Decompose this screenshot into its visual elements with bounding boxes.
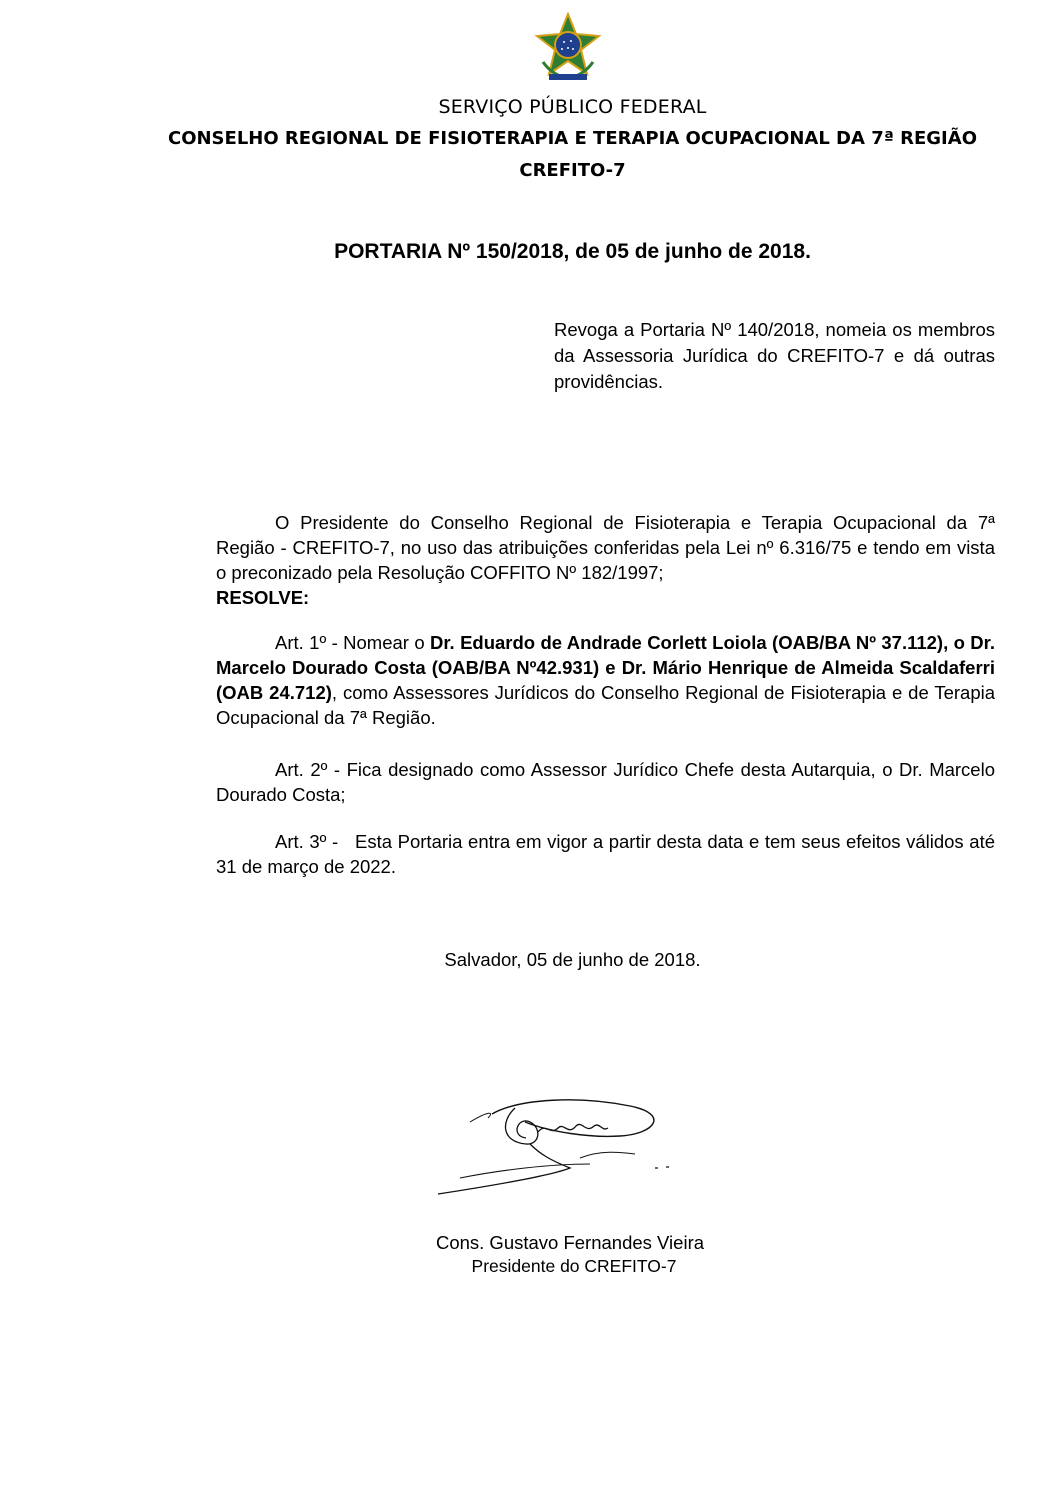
place-and-date: Salvador, 05 de junho de 2018. [444,949,701,970]
preamble-text: O Presidente do Conselho Regional de Fisioterapia e Terapia Ocupacional da 7ª Região - CREFITO-7, no uso das atribuições conferidas pela Lei nº 6.316/75 e tendo em vista o preconizado pela Resolução COFFITO Nº 182/1997; [216,512,995,583]
signer-role: Presidente do CREFITO-7 [471,1256,677,1276]
brazil-coat-of-arms-icon [533,12,603,84]
article-2-text: Art. 2º - Fica designado como Assessor Jurídico Chefe desta Autarquia, o Dr. Marcelo Dourado Costa; [216,759,995,805]
signer-name: Cons. Gustavo Fernandes Vieira [435,1232,705,1253]
resolve-heading: RESOLVE: [216,587,310,608]
article-3 [216,829,1001,879]
article-2 [216,757,995,807]
handwritten-signature [430,1092,680,1202]
document-title: PORTARIA Nº 150/2018, de 05 de junho de 2018. [334,240,811,263]
preamble-paragraph [216,510,995,610]
article-1-names: Dr. Eduardo de Andrade Corlett Loiola (OAB/BA Nº 37.112), o Dr. Marcelo Dourado Costa (OAB/BA Nº42.931) e Dr. Mário Henrique de Almeida Scaldaferri (OAB 24.712) [216,632,995,703]
document-ementa: Revoga a Portaria Nº 140/2018, nomeia os membros da Assessoria Jurídica do CREFITO-7 e dá outras providências. [554,319,995,392]
header-council: CONSELHO REGIONAL DE FISIOTERAPIA E TERAPIA OCUPACIONAL DA 7ª REGIÃO [167,128,977,149]
article-3-text: Art. 3º - Esta Portaria entra em vigor a partir desta data e tem seus efeitos válidos até 31 de março de 2022. [216,831,1001,877]
article-1-prefix: Art. 1º - Nomear o [275,632,430,653]
article-1 [216,630,995,730]
header-service: SERVIÇO PÚBLICO FEDERAL [438,96,707,118]
article-1-suffix: , como Assessores Jurídicos do Conselho Regional de Fisioterapia e de Terapia Ocupacional da 7ª Região. [216,682,996,728]
header-acronym: CREFITO-7 [519,160,626,181]
